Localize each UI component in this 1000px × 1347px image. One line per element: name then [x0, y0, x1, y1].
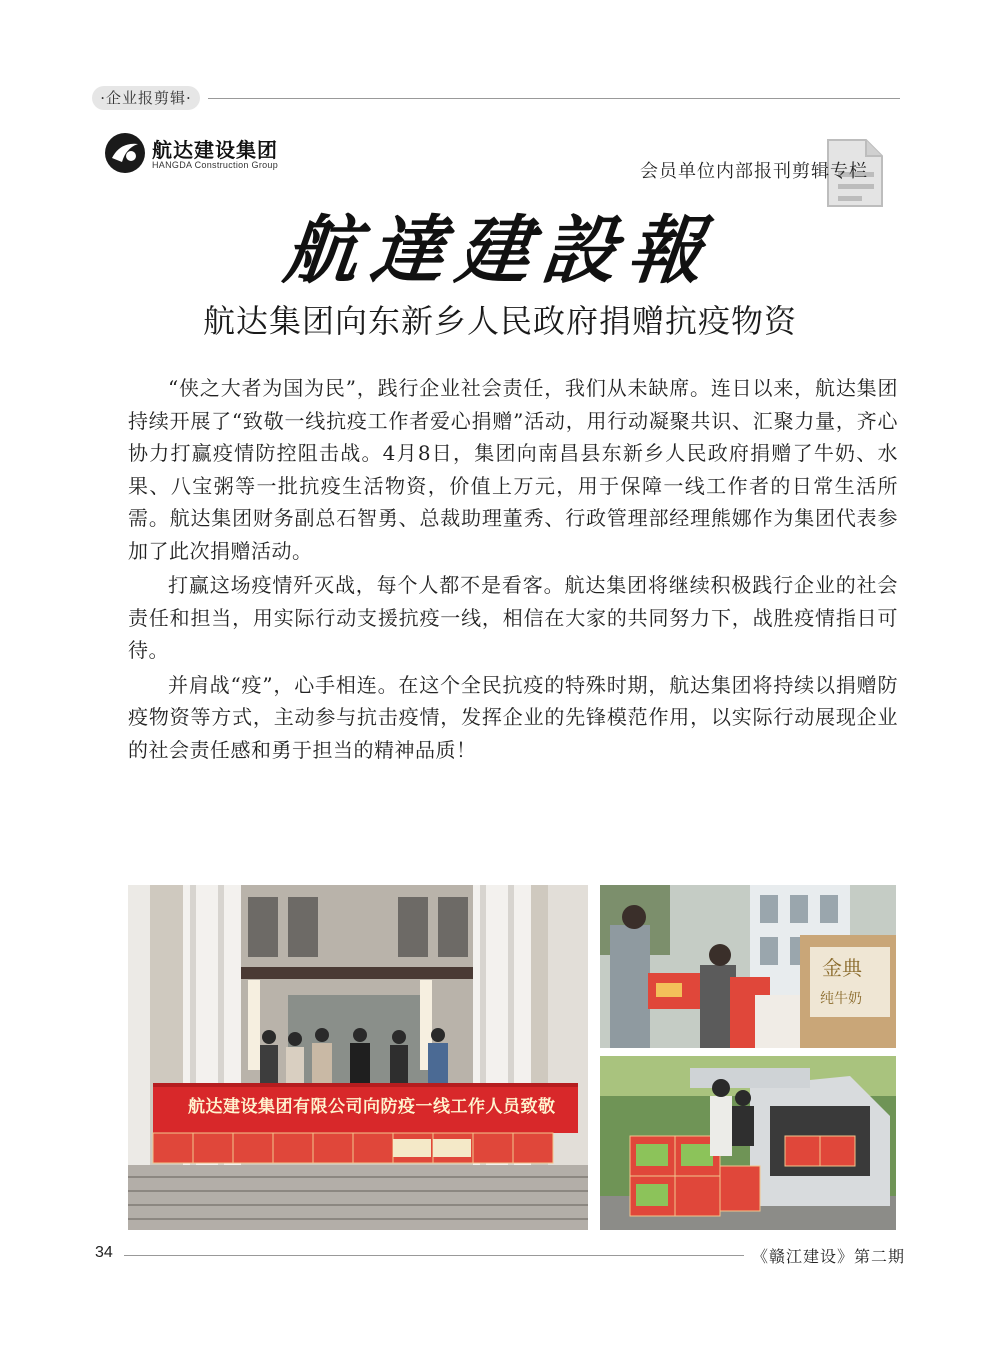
- logo-company-name: 航达建设集团: [152, 138, 278, 162]
- column-title: 会员单位内部报刊剪辑专栏: [640, 161, 868, 182]
- loading-scene: [600, 1056, 896, 1230]
- page-number: 34: [95, 1244, 113, 1261]
- article-headline: 航达集团向东新乡人民政府捐赠抗疫物资: [202, 302, 797, 340]
- photo-unloading-boxes: [600, 885, 896, 1048]
- article-paragraph: 并肩战“疫”，心手相连。在这个全民抗疫的特殊时期，航达集团将持续以捐赠防疫物资等方式，主动参与抗击疫情，发挥企业的先锋模范作用，以实际行动展现企业的社会责任感和勇于担当的精神品质！: [128, 672, 898, 762]
- company-logo-icon: [104, 132, 146, 174]
- footer-divider: [124, 1255, 744, 1256]
- section-tag: ·企业报剪辑·: [92, 86, 200, 110]
- svg-text:金典: 金典: [822, 956, 862, 980]
- photo-loading-vehicle: [600, 1056, 896, 1230]
- photo-banner-text: 航达建设集团有限公司向防疫一线工作人员致敬: [188, 1097, 556, 1117]
- publication-name: 《赣江建设》第二期: [752, 1247, 906, 1266]
- newspaper-masthead: 航達建設報: [279, 208, 719, 294]
- logo-company-name-en: HANGDA Construction Group: [152, 160, 279, 170]
- article-paragraph: 打赢这场疫情歼灭战，每个人都不是看客。航达集团将继续积极践行企业的社会责任和担当，用实际行动支援抗疫一线，相信在大家的共同努力下，战胜疫情指日可待。: [128, 573, 898, 662]
- article-body: [128, 372, 898, 766]
- unloading-scene: [600, 885, 896, 1048]
- photo-donation-ceremony: [128, 885, 588, 1230]
- article-paragraph: “侠之大者为国为民”，践行企业社会责任，我们从未缺席。连日以来，航达集团持续开展了“致敬一线抗疫工作者爱心捐赠”活动，用行动凝聚共识、汇聚力量，齐心协力打赢疫情防控阻击战。4月8日，集团向南昌县东新乡人民政府捐赠了牛奶、水果、八宝粥等一批抗疫生活物资，价值上万元，用于保障一线工作者的日常生活所需。航达集团财务副总石智勇、总裁助理董秀、行政管理部经理熊娜作为集团代表参加了此次捐赠活动。: [128, 376, 898, 563]
- svg-text:纯牛奶: 纯牛奶: [820, 991, 862, 1007]
- header-divider: [208, 98, 900, 99]
- ceremony-scene: [128, 885, 588, 1230]
